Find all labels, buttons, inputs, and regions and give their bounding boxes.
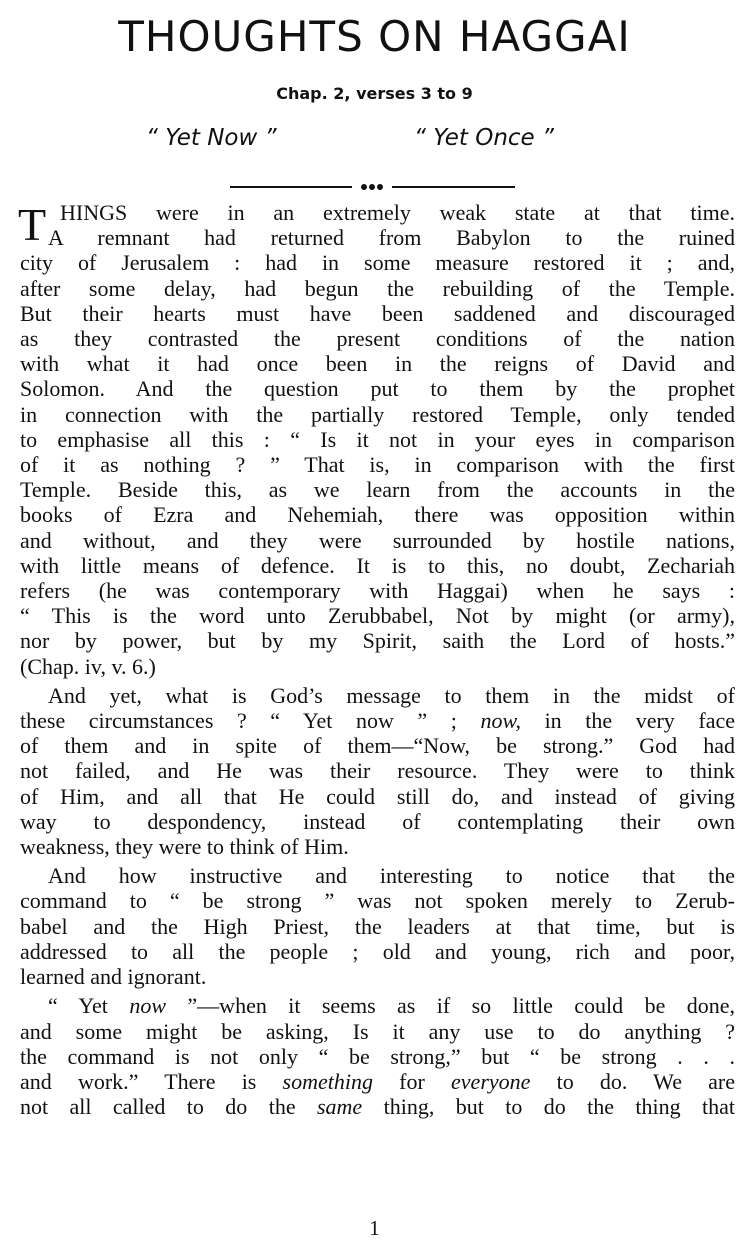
- text-line: with what it had once been in the reigns of David and: [20, 351, 735, 377]
- text-line: command to “ be strong ” was not spoken merely to Zerub-: [20, 888, 735, 914]
- page-title: THOUGHTS ON HAGGAI: [118, 12, 631, 61]
- emphasis: something: [282, 1068, 373, 1094]
- text-line: books of Ezra and Nehemiah, there was opposition within: [20, 502, 735, 528]
- paragraph: [20, 993, 735, 1119]
- drop-cap: T: [18, 199, 47, 250]
- text-line: in connection with the partially restored Temple, only tended: [20, 401, 735, 427]
- text-line: of them and in spite of them—“Now, be strong.” God had: [20, 733, 735, 759]
- text-line: A remnant had returned from Babylon to the ruined: [48, 225, 735, 251]
- chapter-reference: Chap. 2, verses 3 to 9: [276, 84, 473, 103]
- emphasis: everyone: [451, 1068, 531, 1094]
- heading-quote-yet-now: “ Yet Now ”: [146, 125, 277, 151]
- text-line: And how instructive and interesting to notice that the: [48, 863, 735, 889]
- article-body: [20, 200, 735, 1123]
- paragraph: [20, 200, 735, 679]
- text-line: to emphasise all this : “ Is it not in your eyes in comparison: [20, 426, 735, 452]
- text-line: city of Jerusalem : had in some measure restored it ; and,: [20, 250, 735, 276]
- text-line: addressed to all the people ; old and young, rich and poor,: [20, 938, 735, 964]
- emphasis: now: [129, 993, 167, 1019]
- text-line: HINGS were in an extremely weak state at that time.: [60, 200, 735, 225]
- text-line: and work.” There is something for everyone to do. We are: [20, 1068, 735, 1094]
- text-line: of it as nothing ? ” That is, in comparison with the first: [20, 452, 735, 478]
- text-line: weakness, they were to think of Him.: [20, 834, 349, 860]
- text-line: not failed, and He was their resource. They were to think: [20, 758, 735, 784]
- text-line: babel and the High Priest, the leaders at that time, but is: [20, 913, 735, 939]
- text-line: learned and ignorant.: [20, 964, 207, 990]
- text-line: and some might be asking, Is it any use to do anything ?: [20, 1018, 735, 1044]
- text-line: of Him, and all that He could still do, and instead of giving: [20, 783, 735, 809]
- paragraph: [20, 683, 735, 859]
- text-line: and without, and they were surrounded by hostile nations,: [20, 527, 735, 553]
- text-line: way to despondency, instead of contemplating their own: [20, 808, 735, 834]
- text-line: with little means of defence. It is to this, no doubt, Zechariah: [20, 552, 735, 578]
- heading-quote-yet-once: “ Yet Once ”: [414, 125, 554, 151]
- text-line: these circumstances ? “ Yet now ” ; now, in the very face: [20, 708, 735, 734]
- text-line: And yet, what is God’s message to them in the midst of: [48, 682, 735, 708]
- text-line: after some delay, had begun the rebuilding of the Temple.: [20, 275, 735, 301]
- paragraph: [20, 863, 735, 989]
- page-number: 1: [369, 1216, 380, 1240]
- text-line: nor by power, but by my Spirit, saith the Lord of hosts.”: [20, 628, 735, 654]
- text-line: Solomon. And the question put to them by the prophet: [20, 376, 735, 402]
- text-line: not all called to do the same thing, but to do the thing that: [20, 1094, 736, 1120]
- emphasis: same: [316, 1094, 363, 1120]
- text-line: “ This is the word unto Zerubbabel, Not by might (or army),: [20, 603, 735, 629]
- emphasis: now,: [480, 708, 521, 734]
- text-line: “ Yet now ”—when it seems as if so little could be done,: [48, 993, 736, 1019]
- text-line: as they contrasted the present conditions of the nation: [20, 326, 735, 352]
- text-line: Temple. Beside this, as we learn from the accounts in the: [20, 477, 735, 503]
- text-line: (Chap. iv, v. 6.): [20, 653, 156, 679]
- text-line: refers (he was contemporary with Haggai) when he says :: [20, 578, 735, 604]
- text-line: But their hearts must have been saddened and discouraged: [20, 300, 735, 326]
- text-line: the command is not only “ be strong,” but “ be strong . . .: [20, 1043, 735, 1069]
- divider-ornament-icon: [352, 183, 392, 190]
